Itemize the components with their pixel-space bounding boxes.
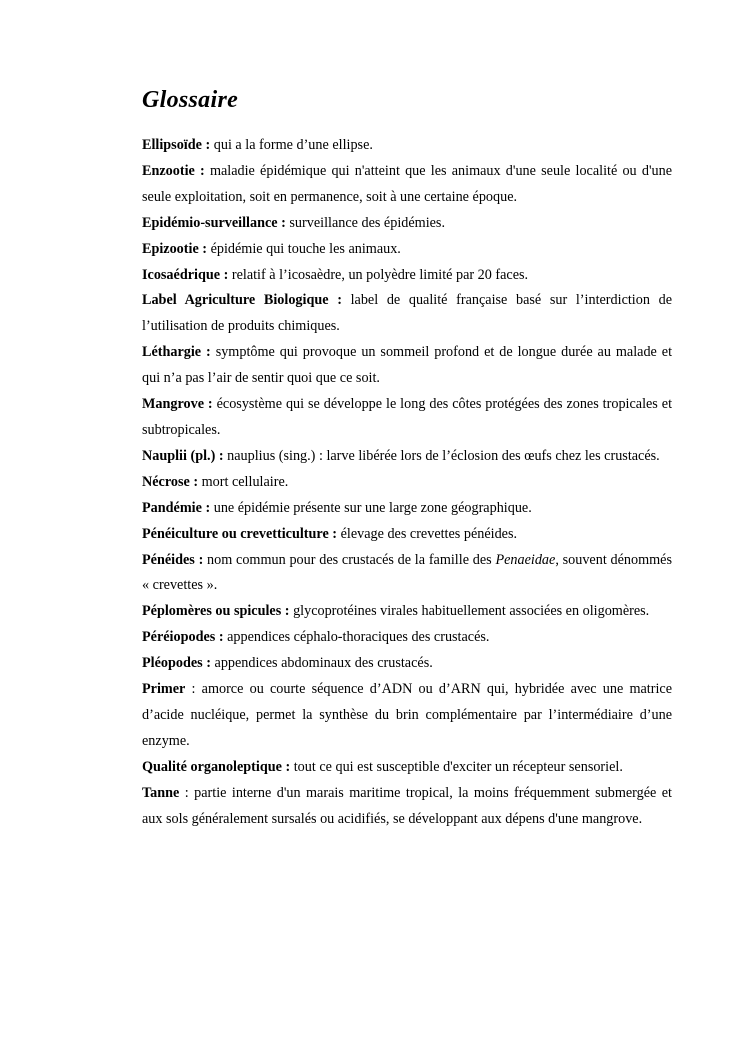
glossary-term: Tanne: [142, 784, 180, 801]
page-title: Glossaire: [142, 87, 239, 113]
glossary-term: Label Agriculture Biologique :: [142, 292, 342, 309]
glossary-term: Pléopodes :: [142, 655, 211, 672]
glossary-definition: tout ce qui est susceptible d'exciter un récepteur sensoriel.: [290, 758, 623, 775]
glossary-term: Pandémie :: [142, 499, 211, 516]
glossary-entry: [142, 651, 672, 677]
glossary-term: Qualité organoleptique :: [142, 758, 291, 775]
glossary-entry: [142, 392, 672, 444]
glossary-definition: appendices céphalo-thoraciques des crustacés.: [223, 629, 490, 646]
glossary-definition: une épidémie présente sur une large zone géographique.: [210, 499, 532, 516]
glossary-definition: qui a la forme d’une ellipse.: [210, 137, 373, 153]
glossary-term: Péréiopodes :: [142, 629, 224, 646]
glossary-definition: : partie interne d'un marais maritime tropical, la moins fréquemment submergée et aux sols généralement sursalés ou acidifiés, se développant aux dépens d'une mangrove.: [142, 784, 672, 827]
glossary-entry: [142, 470, 672, 496]
glossary-term: Enzootie :: [142, 162, 205, 179]
glossary-entry: [142, 496, 672, 522]
glossary-entry: [142, 288, 672, 340]
glossary-definition: nauplius (sing.) : larve libérée lors de l’éclosion des œufs chez les crustacés.: [223, 447, 660, 464]
glossary-term: Péplomères ou spicules :: [142, 603, 290, 620]
glossary-entry: [142, 263, 672, 289]
glossary-entry: [142, 677, 672, 755]
glossary-definition: glycoprotéines virales habituellement associées en oligomères.: [289, 603, 650, 620]
glossary-term: Epidémio-surveillance :: [142, 214, 286, 231]
glossary-definition: épidémie qui touche les animaux.: [207, 240, 401, 257]
glossary-entry: [142, 159, 672, 211]
glossary-definition: nom commun pour des crustacés de la famille des: [203, 551, 496, 568]
glossary-term: Nauplii (pl.) :: [142, 447, 224, 464]
glossary-entry: [142, 211, 672, 237]
glossary-term: Mangrove :: [142, 396, 213, 413]
glossary-term: Epizootie :: [142, 240, 208, 257]
document-page: [142, 84, 672, 832]
glossary-entry: [142, 781, 672, 833]
glossary-definition: maladie épidémique qui n'atteint que les animaux d'une seule localité ou d'une seule exploitation, soit en permanence, soit à une certaine époque.: [142, 162, 672, 205]
glossary-entry: [142, 340, 672, 392]
glossary-list: [142, 133, 672, 832]
glossary-entry: [142, 522, 672, 548]
glossary-entry: [142, 444, 672, 470]
glossary-term: Icosaédrique :: [142, 266, 229, 283]
glossary-term: Primer: [142, 681, 186, 698]
glossary-term: Nécrose :: [142, 473, 199, 490]
glossary-definition: symptôme qui provoque un sommeil profond et de longue durée au malade et qui n’a pas l’air de sentir quoi que ce soit.: [142, 344, 673, 387]
glossary-entry: [142, 599, 672, 625]
glossary-definition: mort cellulaire.: [198, 473, 289, 490]
glossary-entry: [142, 548, 672, 600]
glossary-definition: label de qualité française basé sur l’interdiction de l’utilisation de produits chimiques.: [142, 292, 672, 335]
glossary-definition-continued: , souvent dénommés « crevettes ».: [142, 551, 672, 594]
glossary-term: Ellipsoïde :: [142, 137, 211, 153]
glossary-term: Pénéides :: [142, 551, 204, 568]
glossary-entry: [142, 755, 672, 781]
glossary-term: Pénéiculture ou crevetticulture :: [142, 525, 338, 542]
glossary-definition: élevage des crevettes pénéides.: [337, 525, 518, 542]
glossary-definition: appendices abdominaux des crustacés.: [210, 655, 433, 672]
glossary-entry: [142, 133, 672, 159]
glossary-definition: surveillance des épidémies.: [285, 214, 446, 231]
glossary-entry: [142, 625, 672, 651]
glossary-definition-italic: Penaeidae: [495, 551, 556, 568]
glossary-definition: relatif à l’icosaèdre, un polyèdre limité par 20 faces.: [228, 266, 529, 283]
glossary-definition: écosystème qui se développe le long des côtes protégées des zones tropicales et subtropicales.: [142, 396, 673, 438]
glossary-term: Léthargie :: [142, 344, 211, 361]
glossary-definition: : amorce ou courte séquence d’ADN ou d’ARN qui, hybridée avec une matrice d’acide nucléique, permet la synthèse du brin complémentaire par l’intermédiaire d’une enzyme.: [142, 681, 672, 749]
glossary-entry: [142, 237, 672, 263]
